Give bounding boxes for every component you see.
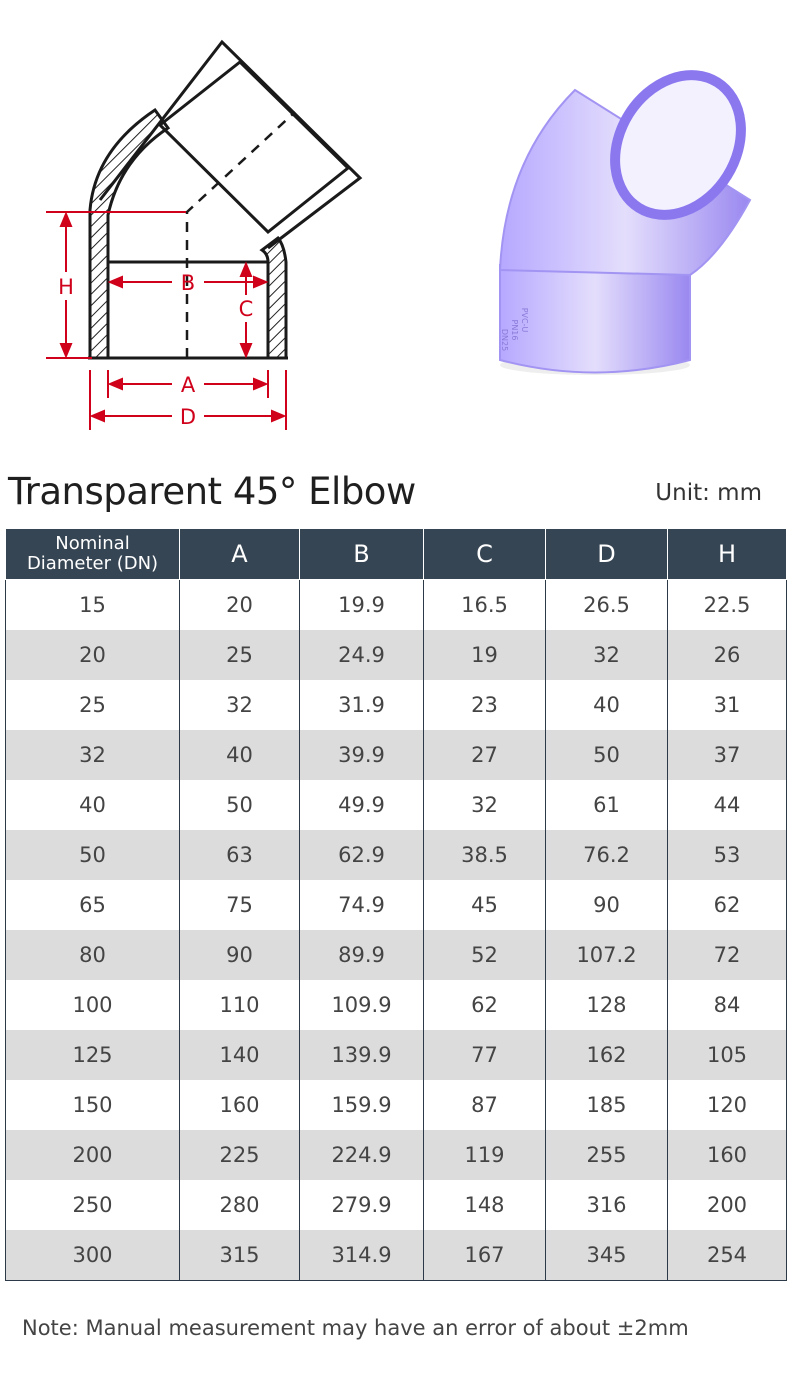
table-row (6, 930, 787, 980)
table-cell: 90 (180, 930, 300, 980)
table-cell: 40 (6, 780, 180, 830)
header-c: C (424, 529, 546, 580)
table-cell: 26.5 (546, 580, 668, 631)
table-cell: 76.2 (546, 830, 668, 880)
table-cell: 105 (668, 1030, 787, 1080)
right-wall-hatch (262, 238, 286, 358)
table-cell: 255 (546, 1130, 668, 1180)
table-cell: 119 (424, 1130, 546, 1180)
table-cell: 315 (180, 1230, 300, 1281)
table-cell: 250 (6, 1180, 180, 1230)
print-line-1: PVC-U (520, 307, 529, 333)
table-row (6, 880, 787, 930)
table-cell: 50 (546, 730, 668, 780)
table-cell: 72 (668, 930, 787, 980)
table-row (6, 730, 787, 780)
table-cell: 50 (6, 830, 180, 880)
page-title: Transparent 45° Elbow (8, 470, 416, 513)
table-cell: 25 (6, 680, 180, 730)
table-cell: 19.9 (300, 580, 424, 631)
table-cell: 279.9 (300, 1180, 424, 1230)
table-cell: 44 (668, 780, 787, 830)
table-cell: 120 (668, 1080, 787, 1130)
table-row (6, 780, 787, 830)
measurement-note: Note: Manual measurement may have an error of about ±2mm (22, 1316, 689, 1340)
table-cell: 40 (546, 680, 668, 730)
table-cell: 16.5 (424, 580, 546, 631)
table-cell: 49.9 (300, 780, 424, 830)
table-cell: 80 (6, 930, 180, 980)
header-h: H (668, 529, 787, 580)
header-a: A (180, 529, 300, 580)
table-cell: 314.9 (300, 1230, 424, 1281)
header-dn-line-1: Nominal (55, 533, 130, 554)
table-cell: 200 (6, 1130, 180, 1180)
table-cell: 63 (180, 830, 300, 880)
table-cell: 15 (6, 580, 180, 631)
table-row (6, 1130, 787, 1180)
table-cell: 22.5 (668, 580, 787, 631)
table-cell: 200 (668, 1180, 787, 1230)
header-d: D (546, 529, 668, 580)
table-cell: 24.9 (300, 630, 424, 680)
table-cell: 162 (546, 1030, 668, 1080)
table-cell: 32 (6, 730, 180, 780)
header-dn (6, 529, 180, 580)
table-row (6, 680, 787, 730)
table-cell: 225 (180, 1130, 300, 1180)
table-cell: 45 (424, 880, 546, 930)
print-line-3: DN25 (500, 328, 509, 352)
table-row (6, 580, 787, 631)
table-row (6, 830, 787, 880)
table-cell: 40 (180, 730, 300, 780)
spec-table (5, 528, 787, 1281)
table-cell: 32 (546, 630, 668, 680)
table-cell: 89.9 (300, 930, 424, 980)
table-cell: 31.9 (300, 680, 424, 730)
table-cell: 62 (424, 980, 546, 1030)
table-cell: 32 (180, 680, 300, 730)
table-cell: 100 (6, 980, 180, 1030)
table-cell: 87 (424, 1080, 546, 1130)
header-dn-line-2: Diameter (DN) (26, 553, 159, 574)
elbow-technical-drawing (0, 0, 400, 445)
table-cell: 150 (6, 1080, 180, 1130)
table-cell: 84 (668, 980, 787, 1030)
table-cell: 20 (180, 580, 300, 631)
table-cell: 128 (546, 980, 668, 1030)
table-cell: 26 (668, 630, 787, 680)
table-cell: 62 (668, 880, 787, 930)
table-cell: 53 (668, 830, 787, 880)
table-body (6, 580, 787, 1281)
table-row (6, 1230, 787, 1281)
table-cell: 139.9 (300, 1030, 424, 1080)
table-cell: 316 (546, 1180, 668, 1230)
table-cell: 300 (6, 1230, 180, 1281)
table-cell: 90 (546, 880, 668, 930)
table-cell: 185 (546, 1080, 668, 1130)
table-cell: 65 (6, 880, 180, 930)
unit-label: Unit: mm (655, 480, 762, 506)
table-cell: 159.9 (300, 1080, 424, 1130)
product-photo (400, 40, 790, 410)
table-cell: 38.5 (424, 830, 546, 880)
table-cell: 345 (546, 1230, 668, 1281)
table-cell: 20 (6, 630, 180, 680)
table-row (6, 1030, 787, 1080)
table-cell: 167 (424, 1230, 546, 1281)
table-cell: 61 (546, 780, 668, 830)
table-cell: 31 (668, 680, 787, 730)
table-cell: 62.9 (300, 830, 424, 880)
table-cell: 160 (180, 1080, 300, 1130)
table-cell: 19 (424, 630, 546, 680)
table-row (6, 1180, 787, 1230)
label-a: A (180, 373, 196, 397)
table-cell: 125 (6, 1030, 180, 1080)
table-cell: 23 (424, 680, 546, 730)
table-cell: 25 (180, 630, 300, 680)
table-cell: 109.9 (300, 980, 424, 1030)
table-row (6, 1080, 787, 1130)
table-row (6, 980, 787, 1030)
header-b: B (300, 529, 424, 580)
label-d: D (179, 405, 197, 429)
table-cell: 110 (180, 980, 300, 1030)
label-h: H (58, 275, 74, 299)
table-cell: 52 (424, 930, 546, 980)
table-cell: 140 (180, 1030, 300, 1080)
table-cell: 148 (424, 1180, 546, 1230)
table-cell: 27 (424, 730, 546, 780)
left-wall-hatch (90, 110, 168, 358)
table-cell: 39.9 (300, 730, 424, 780)
table-cell: 254 (668, 1230, 787, 1281)
table-cell: 32 (424, 780, 546, 830)
table-cell: 77 (424, 1030, 546, 1080)
table-row (6, 630, 787, 680)
table-cell: 160 (668, 1130, 787, 1180)
table-cell: 37 (668, 730, 787, 780)
table-cell: 75 (180, 880, 300, 930)
table-header-row (6, 529, 787, 580)
table-cell: 280 (180, 1180, 300, 1230)
print-line-2: PN16 (510, 319, 519, 341)
table-cell: 50 (180, 780, 300, 830)
table-cell: 107.2 (546, 930, 668, 980)
table-cell: 74.9 (300, 880, 424, 930)
label-b: B (180, 271, 196, 295)
label-c: C (238, 297, 254, 321)
table-cell: 224.9 (300, 1130, 424, 1180)
